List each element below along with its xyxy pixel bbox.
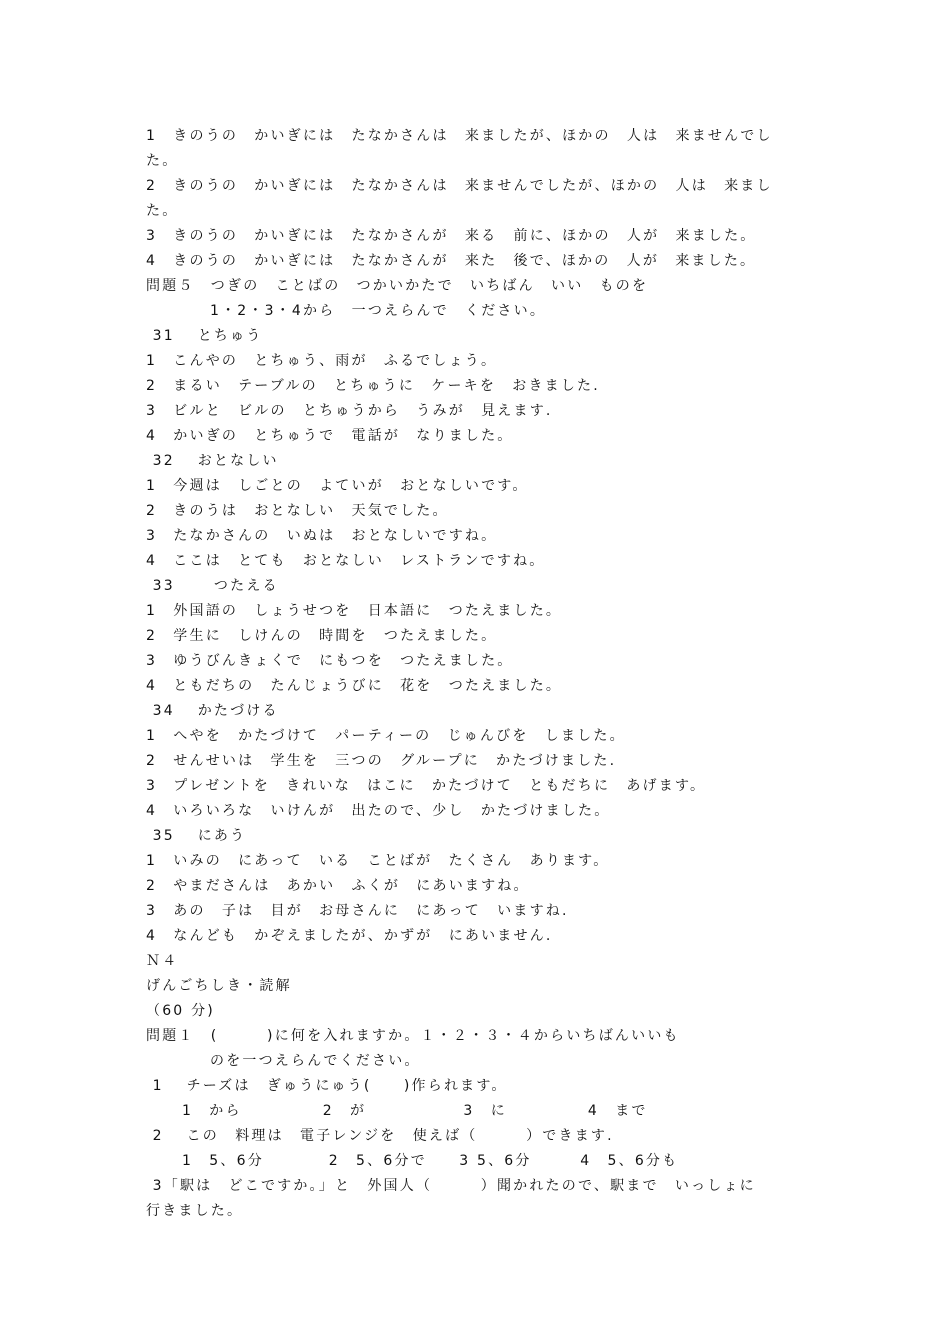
text-line: 2 学生に しけんの 時間を つたえました。 <box>146 628 498 644</box>
text-line: 1 こんやの とちゅう、雨が ふるでしょう。 <box>146 353 498 369</box>
text-block-n2 <box>146 1124 816 1149</box>
text-line: 33 つたえる <box>146 578 279 594</box>
text-line: 1 チーズは ぎゅうにゅう( )作られます。 <box>146 1078 508 1094</box>
text-line: 34 かたづける <box>146 703 279 719</box>
text-line: 1 から 2 が 3 に 4 まで <box>182 1103 648 1119</box>
text-block-q31-3 <box>146 399 816 424</box>
text-line: 3 あの 子は 目が お母さんに にあって いますね. <box>146 903 569 919</box>
text-line: 2 やまださんは あかい ふくが にあいますね。 <box>146 878 530 894</box>
text-block-mondai5 <box>146 274 816 299</box>
text-block-time <box>146 999 816 1024</box>
text-line: 4 ここは とても おとなしい レストランですね。 <box>146 553 546 569</box>
text-line: 1・2・3・4から 一つえらんで ください。 <box>210 303 547 319</box>
text-line: 31 とちゅう <box>146 328 263 344</box>
text-block-n4 <box>146 949 816 974</box>
text-block-q32 <box>146 449 816 474</box>
text-line: 3 たなかさんの いぬは おとなしいですね。 <box>146 528 498 544</box>
text-block-q35-2 <box>146 874 816 899</box>
text-block-q35-1 <box>146 849 816 874</box>
text-line: のを一つえらんでください。 <box>210 1053 421 1069</box>
text-block-mondai1b <box>146 1049 816 1074</box>
document-page <box>146 124 816 1224</box>
text-line: 1 今週は しごとの よていが おとなしいです。 <box>146 478 529 494</box>
text-line: 4 かいぎの とちゅうで 電話が なりました。 <box>146 428 514 444</box>
text-line: 35 にあう <box>146 828 247 844</box>
text-line: 2 きのうは おとなしい 天気でした。 <box>146 503 449 519</box>
text-block-q33-3 <box>146 649 816 674</box>
text-line: 2 きのうの かいぎには たなかさんは 来ませんでしたが、ほかの 人は 来まし <box>146 178 773 194</box>
text-line: 1 いみの にあって いる ことばが たくさん あります。 <box>146 853 610 869</box>
text-line: 4 ともだちの たんじょうびに 花を つたえました。 <box>146 678 563 694</box>
text-block-q34 <box>146 699 816 724</box>
text-block-q31 <box>146 324 816 349</box>
text-block-q32-2 <box>146 499 816 524</box>
text-line: 3 きのうの かいぎには たなかさんが 来る 前に、ほかの 人が 来ました。 <box>146 228 757 244</box>
text-block-n1-opts <box>146 1099 816 1124</box>
text-block-q34-3 <box>146 774 816 799</box>
text-block-q35-3 <box>146 899 816 924</box>
text-block-q35 <box>146 824 816 849</box>
text-block-mondai5b <box>146 299 816 324</box>
text-block-q35-4 <box>146 924 816 949</box>
text-block-prev4 <box>146 249 816 274</box>
text-line: 3 ビルと ビルの とちゅうから うみが 見えます. <box>146 403 553 419</box>
text-line: 2 この 料理は 電子レンジを 使えば（ ）できます. <box>146 1128 614 1144</box>
text-line: 4 いろいろな いけんが 出たので、少し かたづけました。 <box>146 803 611 819</box>
text-line: た。 <box>146 203 179 219</box>
text-line: 4 きのうの かいぎには たなかさんが 来た 後で、ほかの 人が 来ました。 <box>146 253 757 269</box>
text-line: げんごちしき・読解 <box>146 978 292 994</box>
text-line: 2 せんせいは 学生を 三つの グループに かたづけました. <box>146 753 617 769</box>
text-block-q33-1 <box>146 599 816 624</box>
text-block-n2-opts <box>146 1149 816 1174</box>
text-line: 1 へやを かたづけて パーティーの じゅんびを しました。 <box>146 728 626 744</box>
text-block-q34-1 <box>146 724 816 749</box>
text-block-q34-4 <box>146 799 816 824</box>
text-block-q34-2 <box>146 749 816 774</box>
text-block-mondai1 <box>146 1024 816 1049</box>
text-line: 32 おとなしい <box>146 453 279 469</box>
text-block-prev3 <box>146 224 816 249</box>
text-line: Ｎ４ <box>146 953 179 969</box>
text-block-q33-2 <box>146 624 816 649</box>
text-line: 3「駅は どこですか。」と 外国人（ ）聞かれたので、駅まで いっしょに <box>146 1178 756 1194</box>
text-line: 1 きのうの かいぎには たなかさんは 来ましたが、ほかの 人は 来ませんでし <box>146 128 773 144</box>
text-line: 3 プレゼントを きれいな はこに かたづけて ともだちに あげます。 <box>146 778 707 794</box>
text-line: 行きました。 <box>146 1203 244 1219</box>
text-block-q32-3 <box>146 524 816 549</box>
text-line: 1 5、6分 2 5、6分で 3 5、6分 4 5、6分も <box>182 1153 679 1169</box>
text-line: 2 まるい テーブルの とちゅうに ケーキを おきました. <box>146 378 600 394</box>
text-line: 問題１ ( )に何を入れますか。１・２・３・４からいちばんいいも <box>146 1028 680 1044</box>
text-line: （60 分) <box>146 1003 215 1019</box>
text-block-q31-4 <box>146 424 816 449</box>
text-line: 3 ゆうびんきょくで にもつを つたえました。 <box>146 653 514 669</box>
text-block-n3 <box>146 1174 816 1224</box>
text-block-q33 <box>146 574 816 599</box>
text-block-prev2 <box>146 174 816 224</box>
text-block-q31-1 <box>146 349 816 374</box>
text-block-q32-4 <box>146 549 816 574</box>
text-block-prev1 <box>146 124 816 174</box>
text-block-q32-1 <box>146 474 816 499</box>
text-line: た。 <box>146 153 179 169</box>
text-line: 4 なんども かぞえましたが、かずが にあいません. <box>146 928 553 944</box>
text-line: 1 外国語の しょうせつを 日本語に つたえました。 <box>146 603 563 619</box>
text-line: 問題５ つぎの ことばの つかいかたで いちばん いい ものを <box>146 278 649 294</box>
text-block-q33-4 <box>146 674 816 699</box>
text-block-q31-2 <box>146 374 816 399</box>
text-block-title <box>146 974 816 999</box>
text-block-n1 <box>146 1074 816 1099</box>
